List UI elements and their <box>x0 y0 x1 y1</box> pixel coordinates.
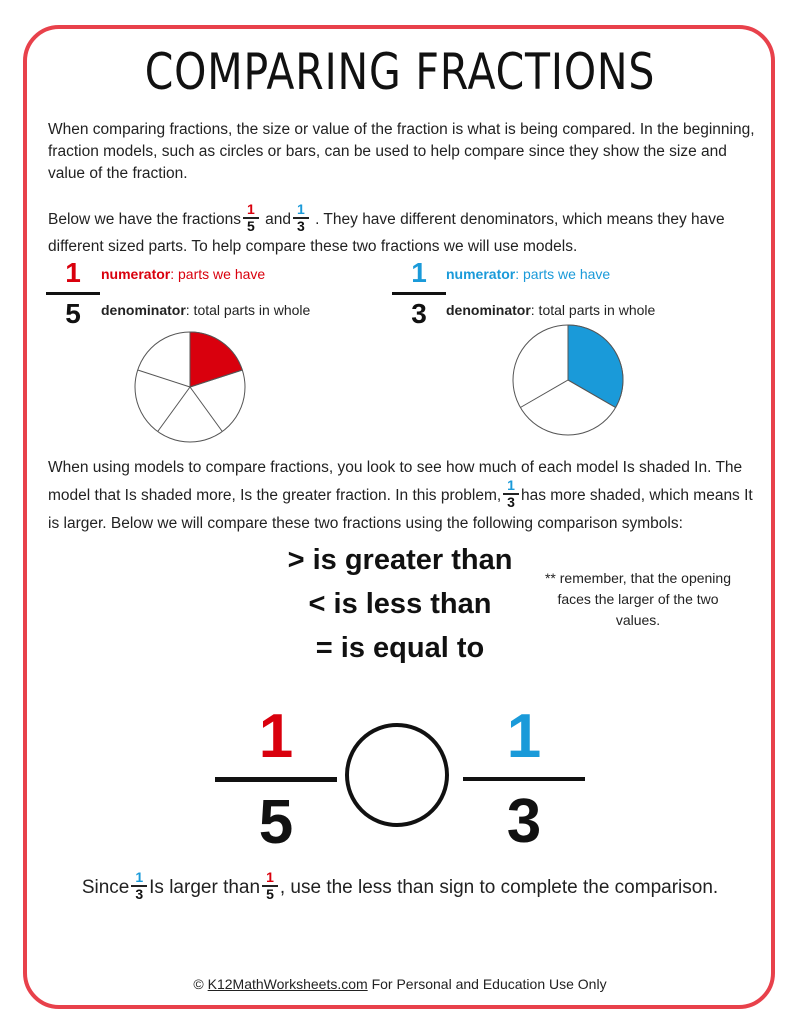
comparison-answer-circle[interactable] <box>345 723 449 827</box>
denominator-label-1: denominator: total parts in whole <box>101 302 311 318</box>
footer-text: For Personal and Education Use Only <box>371 976 607 992</box>
comparison-left-fraction: 1 5 <box>215 706 337 858</box>
remember-note: ** remember, that the opening faces the larger of the two values. <box>544 570 731 628</box>
copyright-symbol: © <box>193 976 204 992</box>
fractions-intro-after: . They have different denominators, which means they have different sized parts. To help compare these two fractions we will use models. <box>48 211 725 255</box>
model-fraction-one-fifth: 1 5 <box>46 258 100 329</box>
model-fraction-one-third: 1 3 <box>392 258 446 329</box>
inline-fraction-one-third: $\frac{1}{3}$ <box>503 478 519 510</box>
comparison-right-fraction: 1 3 <box>463 706 585 857</box>
inline-fraction-one-third: $\frac{1}{3}$ <box>293 202 309 234</box>
symbol-equal-to: = is equal to <box>315 632 485 664</box>
fractions-intro-paragraph <box>48 201 758 258</box>
denominator-label-2: denominator: total parts in whole <box>446 302 656 318</box>
numerator-label-red: numerator: parts we have <box>101 266 266 282</box>
pie-chart-thirds-icon <box>508 320 628 440</box>
site-link[interactable]: K12MathWorksheets.com <box>207 976 368 992</box>
inline-fraction-one-fifth: $\frac{1}{5}$ <box>243 202 259 234</box>
models-explanation-paragraph: When using models to compare fractions, you look to see how much of each model Is shaded In. The model that Is shaded more, Is the greater fraction. In this problem, $\frac{1}{3}$ has more shaded, which means It is larger. Below we will compare these two fractions using the following comparison symbols: <box>48 459 753 532</box>
intro-paragraph: When comparing fractions, the size or value of the fraction is what is being compared. In the beginning, fraction models, such as circles or bars, can be used to help compare since they show the size and value of the fraction. <box>48 121 755 182</box>
fractions-intro-before: Below we have the fractions <box>48 211 241 229</box>
numerator-label-blue: numerator: parts we have <box>446 266 611 282</box>
symbol-greater-than: > is greater than <box>287 544 513 576</box>
fractions-intro-and: and <box>265 211 291 229</box>
inline-fraction-one-third: $\frac{1}{3}$ <box>131 870 147 902</box>
comparison-symbols-list <box>230 538 570 670</box>
page-title: COMPARING FRACTIONS <box>144 43 656 101</box>
footer <box>0 976 800 992</box>
symbol-less-than: < is less than <box>308 588 492 620</box>
conclusion-text: Since $\frac{1}{3}$ Is larger than $\frac{1}{5}$ , use the less than sign to complete the comparison. <box>81 869 719 902</box>
inline-fraction-one-fifth: $\frac{1}{5}$ <box>262 870 278 902</box>
pie-chart-fifths-icon <box>130 327 250 447</box>
